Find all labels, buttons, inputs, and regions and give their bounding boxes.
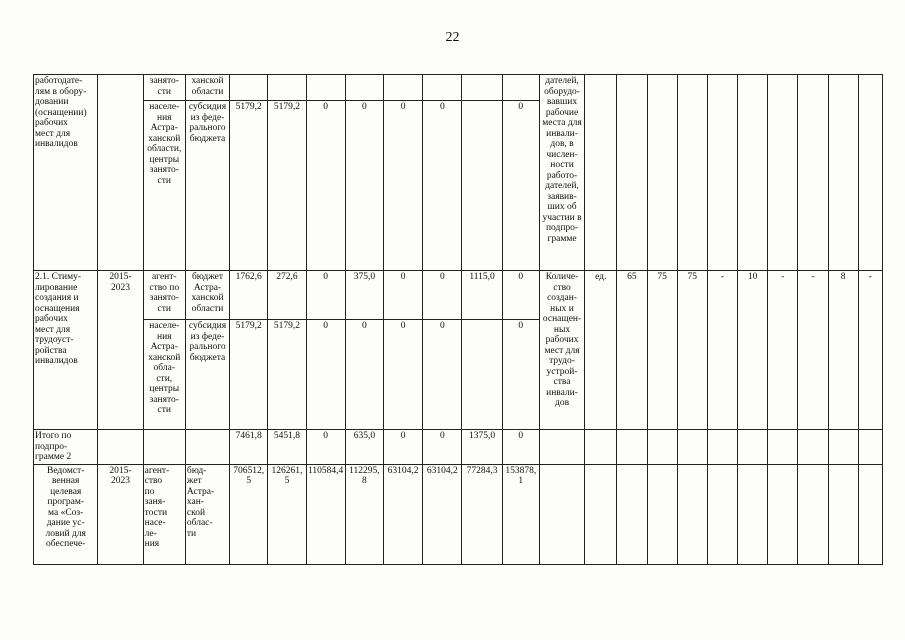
executor-cell: населе- ния Астра- ханской области, центры занято- сти xyxy=(143,101,185,271)
value-cell: 126261,5 xyxy=(268,464,306,564)
value-cell: 5179,2 xyxy=(230,101,268,271)
target-cell: 65 xyxy=(617,271,647,430)
executor-cell: агент- ство по заня- тости насе- ле- ния xyxy=(143,464,185,564)
table-row xyxy=(34,75,883,101)
value-cell: 1115,0 xyxy=(462,271,502,320)
indicator-cell: Количе- ство создан- ных и оснащен- ных рабочих мест для трудо- устрой- ства инвали- дов xyxy=(539,271,584,430)
value-cell: 0 xyxy=(306,271,345,320)
value-cell: 0 xyxy=(423,320,462,430)
event-name-cell: работодате- лям в обору- довании (оснащении) рабочих мест для инвалидов xyxy=(34,75,98,271)
executor-cell: населе- ния Астра- ханской обла- сти, центры занято- сти xyxy=(143,320,185,430)
value-cell: 7461,8 xyxy=(230,430,268,465)
period-cell: 2015- 2023 xyxy=(98,464,143,564)
value-cell: 5451,8 xyxy=(268,430,306,465)
value-cell xyxy=(462,320,502,430)
value-cell: 63104,2 xyxy=(423,464,462,564)
value-cell: 0 xyxy=(345,101,383,271)
value-cell: 112295,8 xyxy=(345,464,383,564)
value-cell: 63104,2 xyxy=(384,464,423,564)
value-cell: 635,0 xyxy=(345,430,383,465)
target-cell: 75 xyxy=(677,271,707,430)
target-cell: 8 xyxy=(828,271,858,430)
value-cell: 5179,2 xyxy=(268,320,306,430)
value-cell: 0 xyxy=(384,430,423,465)
executor-cell: агент- ство по занято- сти xyxy=(143,271,185,320)
event-name-cell: Ведомст- венная целевая програм- ма «Соз- дание ус- ловий для обеспече- xyxy=(34,464,98,564)
value-cell: 0 xyxy=(345,320,383,430)
table-row xyxy=(34,271,883,320)
value-cell: 0 xyxy=(384,320,423,430)
source-cell: ханской области xyxy=(185,75,229,101)
value-cell: 77284,3 xyxy=(462,464,502,564)
period-cell: 2015- 2023 xyxy=(98,271,143,430)
source-cell: субсидия из феде- рального бюджета xyxy=(185,320,229,430)
value-cell: 1375,0 xyxy=(462,430,502,465)
value-cell xyxy=(462,101,502,271)
value-cell: 1762,6 xyxy=(230,271,268,320)
event-name-cell: 2.1. Стиму- лирование создания и оснащения рабочих мест для трудоуст- ройства инвалидов xyxy=(34,271,98,430)
value-cell: 0 xyxy=(502,430,539,465)
value-cell: 153878,1 xyxy=(502,464,539,564)
source-cell: бюджет Астра- ханской области xyxy=(185,271,229,320)
total-label-cell: Итого по подпро- грамме 2 xyxy=(34,430,98,465)
value-cell: 0 xyxy=(502,101,539,271)
table-row xyxy=(34,464,883,564)
page-number: 22 xyxy=(445,30,460,45)
value-cell: 5179,2 xyxy=(268,101,306,271)
target-cell: 10 xyxy=(738,271,768,430)
target-cell: - xyxy=(858,271,882,430)
executor-cell: занято- сти xyxy=(143,75,185,101)
value-cell: 272,6 xyxy=(268,271,306,320)
value-cell: 706512,5 xyxy=(230,464,268,564)
value-cell: 0 xyxy=(384,271,423,320)
value-cell: 110584,4 xyxy=(306,464,345,564)
target-cell: - xyxy=(768,271,798,430)
value-cell: 0 xyxy=(502,320,539,430)
value-cell: 0 xyxy=(423,430,462,465)
value-cell: 0 xyxy=(423,101,462,271)
source-cell: субсидия из феде- рального бюджета xyxy=(185,101,229,271)
value-cell: 0 xyxy=(306,101,345,271)
program-table xyxy=(33,74,883,565)
value-cell: 5179,2 xyxy=(230,320,268,430)
value-cell: 0 xyxy=(384,101,423,271)
target-cell: - xyxy=(798,271,828,430)
indicator-cell: дателей, оборудо- вавших рабочие места для инвали- дов, в числен- ности работо- дателей, заявив- ших об участии в подпро- грамме xyxy=(539,75,584,271)
value-cell: 0 xyxy=(423,271,462,320)
value-cell: 0 xyxy=(306,320,345,430)
value-cell: 0 xyxy=(306,430,345,465)
value-cell: 375,0 xyxy=(345,271,383,320)
target-cell: - xyxy=(707,271,737,430)
table-row xyxy=(34,430,883,465)
period-cell xyxy=(98,75,143,271)
source-cell: бюд- жет Астра- хан- ской облас- ти xyxy=(185,464,229,564)
value-cell: 0 xyxy=(502,271,539,320)
target-cell: 75 xyxy=(647,271,677,430)
unit-cell: ед. xyxy=(585,271,617,430)
